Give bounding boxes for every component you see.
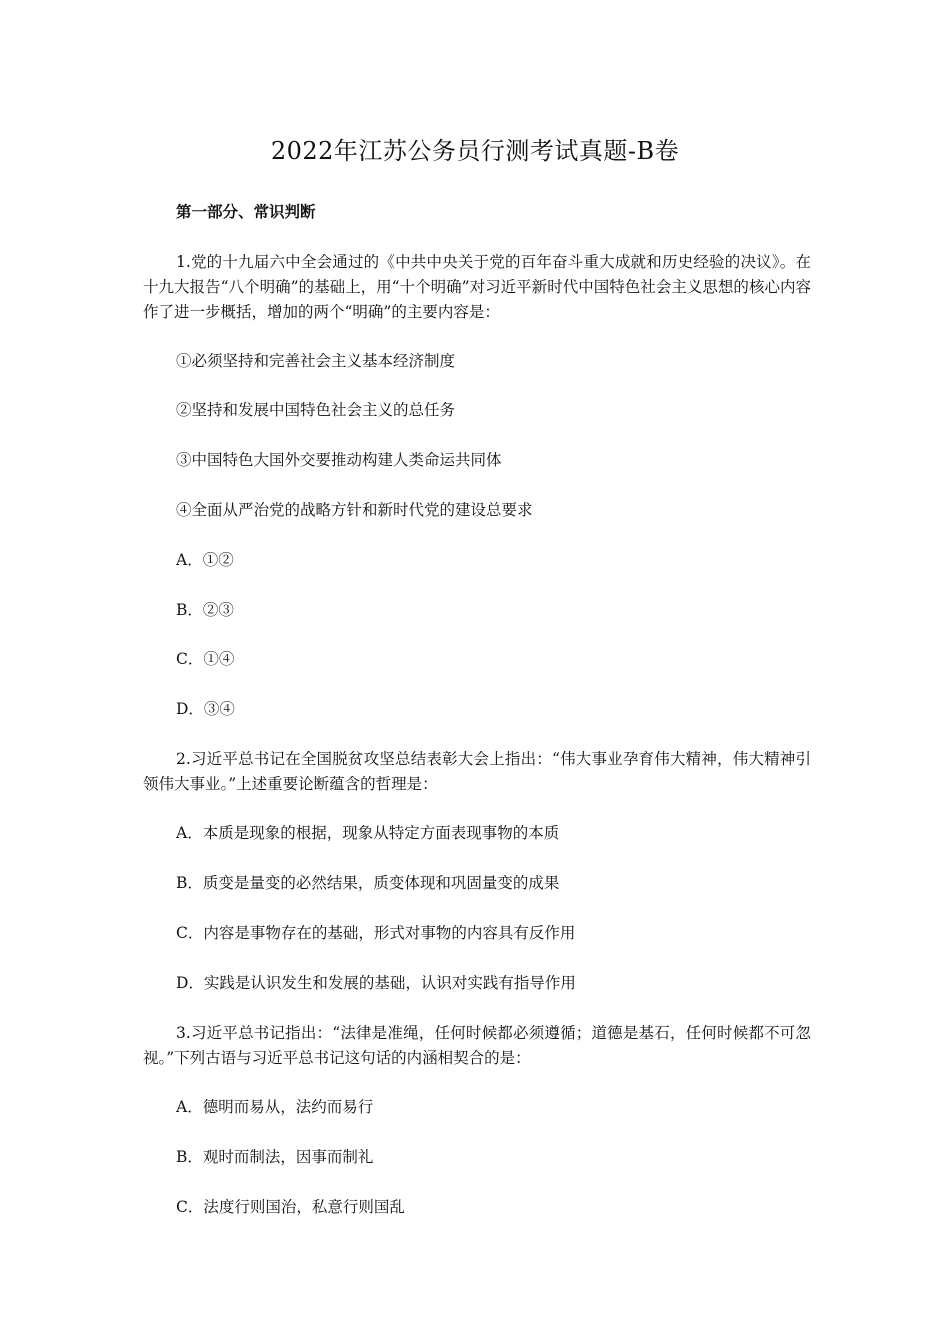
question-2-option-a: A．本质是现象的根据，现象从特定方面表现事物的本质 (176, 824, 560, 842)
question-1-statement-1: ①必须坚持和完善社会主义基本经济制度 (176, 352, 456, 370)
question-1-statement-3: ③中国特色大国外交要推动构建人类命运共同体 (176, 451, 502, 469)
question-3-stem: 3.习近平总书记指出：“法律是准绳，任何时候都必须遵循；道德是基石，任何时候都不可忽视。”下列古语与习近平总书记这句话的内涵相契合的是： (143, 1024, 811, 1067)
question-2-stem: 2.习近平总书记在全国脱贫攻坚总结表彰大会上指出：“伟大事业孕育伟大精神，伟大精神引领伟大事业。”上述重要论断蕴含的哲理是： (143, 750, 811, 793)
document-title: 2022年江苏公务员行测考试真题-B卷 (270, 137, 680, 165)
question-3-option-a: A．德明而易从，法约而易行 (176, 1098, 374, 1116)
question-1-option-a: A．①② (176, 551, 234, 569)
question-3-option-c: C．法度行则国治，私意行则国乱 (176, 1198, 405, 1216)
question-2-option-d: D．实践是认识发生和发展的基础，认识对实践有指导作用 (176, 974, 576, 992)
question-1-statement-2: ②坚持和发展中国特色社会主义的总任务 (176, 401, 456, 419)
question-1-stem: 1.党的十九届六中全会通过的《中共中央关于党的百年奋斗重大成就和历史经验的决议》。在十九大报告“八个明确”的基础上，用“十个明确”对习近平新时代中国特色社会主义思想的核心内容作了进一步概括，增加的两个“明确”的主要内容是： (143, 253, 811, 321)
question-1-option-d: D．③④ (176, 700, 235, 718)
question-1-option-b: B．②③ (176, 601, 234, 619)
question-2-option-b: B．质变是量变的必然结果，质变体现和巩固量变的成果 (176, 874, 560, 892)
section-heading: 第一部分、常识判断 (176, 203, 316, 221)
question-2-option-c: C．内容是事物存在的基础，形式对事物的内容具有反作用 (176, 924, 576, 942)
question-1-statement-4: ④全面从严治党的战略方针和新时代党的建设总要求 (176, 501, 533, 519)
question-1-option-c: C．①④ (176, 650, 235, 668)
question-3-option-b: B．观时而制法，因事而制礼 (176, 1148, 374, 1166)
